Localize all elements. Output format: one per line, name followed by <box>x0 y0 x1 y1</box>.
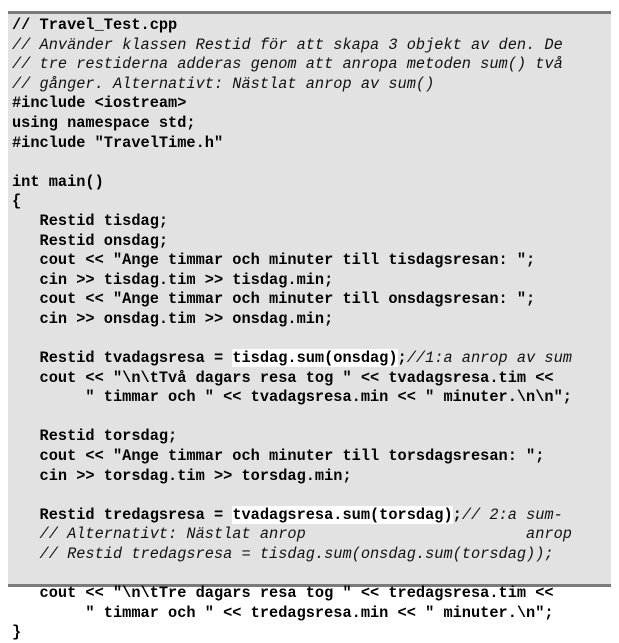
code-comment: // Restid tredagsresa = tisdag.sum(onsdag.sum(torsdag)); <box>12 545 554 564</box>
code-line <box>12 369 572 389</box>
code-token: } <box>12 623 22 642</box>
highlighted-call: tvadagsresa.sum(torsdag) <box>232 505 453 524</box>
code-token: cout << "Ange timmar och minuter till tisdagsresan: "; <box>12 251 536 270</box>
code-comment: // 2:a sum- <box>461 505 563 524</box>
code-line <box>12 153 572 173</box>
code-token: cout << "Ange timmar och minuter till onsdagsresan: "; <box>12 290 536 309</box>
code-token: Restid onsdag; <box>12 231 169 250</box>
code-line <box>12 134 572 154</box>
code-token: ; <box>397 349 407 368</box>
code-token: cin >> torsdag.tim >> torsdag.min; <box>12 466 352 485</box>
code-line <box>12 75 572 95</box>
code-token: cout << "\n\tTvå dagars resa tog " << tvadagsresa.tim << <box>12 368 554 387</box>
code-listing <box>12 16 572 643</box>
code-token: { <box>12 192 22 211</box>
code-line <box>12 232 572 252</box>
code-line <box>12 506 572 526</box>
code-token: Restid tvadagsresa = <box>12 349 233 368</box>
code-line <box>12 212 572 232</box>
code-line <box>12 114 572 134</box>
code-token: " timmar och " << tvadagsresa.min << " minuter.\n\n"; <box>12 388 572 407</box>
highlighted-call: tisdag.sum(onsdag) <box>232 349 398 368</box>
code-comment: // gånger. Alternativt: Nästlat anrop av sum() <box>12 74 435 93</box>
code-token: using namespace std; <box>12 113 196 132</box>
code-line <box>12 565 572 585</box>
code-line <box>12 251 572 271</box>
code-line <box>12 525 572 545</box>
code-line <box>12 545 572 565</box>
code-line <box>12 55 572 75</box>
code-line <box>12 94 572 114</box>
code-token: cin >> tisdag.tim >> tisdag.min; <box>12 270 334 289</box>
code-token: ; <box>452 505 462 524</box>
code-line <box>12 310 572 330</box>
code-line <box>12 173 572 193</box>
code-token: int main() <box>12 172 104 191</box>
code-line <box>12 271 572 291</box>
code-line <box>12 447 572 467</box>
code-line <box>12 584 572 604</box>
code-comment: // tre restiderna adderas genom att anropa metoden sum() två <box>12 55 563 74</box>
code-token: Restid torsdag; <box>12 427 178 446</box>
code-line <box>12 388 572 408</box>
code-comment: // Alternativt: Nästlat anrop anrop <box>12 525 572 544</box>
code-token: Restid tisdag; <box>12 211 169 230</box>
code-line <box>12 623 572 643</box>
code-line <box>12 408 572 428</box>
code-token: cin >> onsdag.tim >> onsdag.min; <box>12 309 334 328</box>
code-line <box>12 36 572 56</box>
code-line <box>12 16 572 36</box>
code-token: cout << "Ange timmar och minuter till torsdagsresan: "; <box>12 447 545 466</box>
code-line <box>12 290 572 310</box>
code-token: #include <iostream> <box>12 94 187 113</box>
code-line <box>12 330 572 350</box>
code-token: #include "TravelTime.h" <box>12 133 224 152</box>
code-line <box>12 486 572 506</box>
code-comment: //1:a anrop av sum <box>406 349 572 368</box>
code-line <box>12 427 572 447</box>
code-line <box>12 192 572 212</box>
code-token: cout << "\n\tTre dagars resa tog " << tredagsresa.tim << <box>12 584 554 603</box>
code-token: Restid tredagsresa = <box>12 505 233 524</box>
code-token: // Travel_Test.cpp <box>12 16 178 34</box>
code-line <box>12 349 572 369</box>
code-comment: // Använder klassen Restid för att skapa 3 objekt av den. De <box>12 35 563 54</box>
code-line <box>12 467 572 487</box>
code-token: " timmar och " << tredagsresa.min << " minuter.\n"; <box>12 603 554 622</box>
code-line <box>12 604 572 624</box>
